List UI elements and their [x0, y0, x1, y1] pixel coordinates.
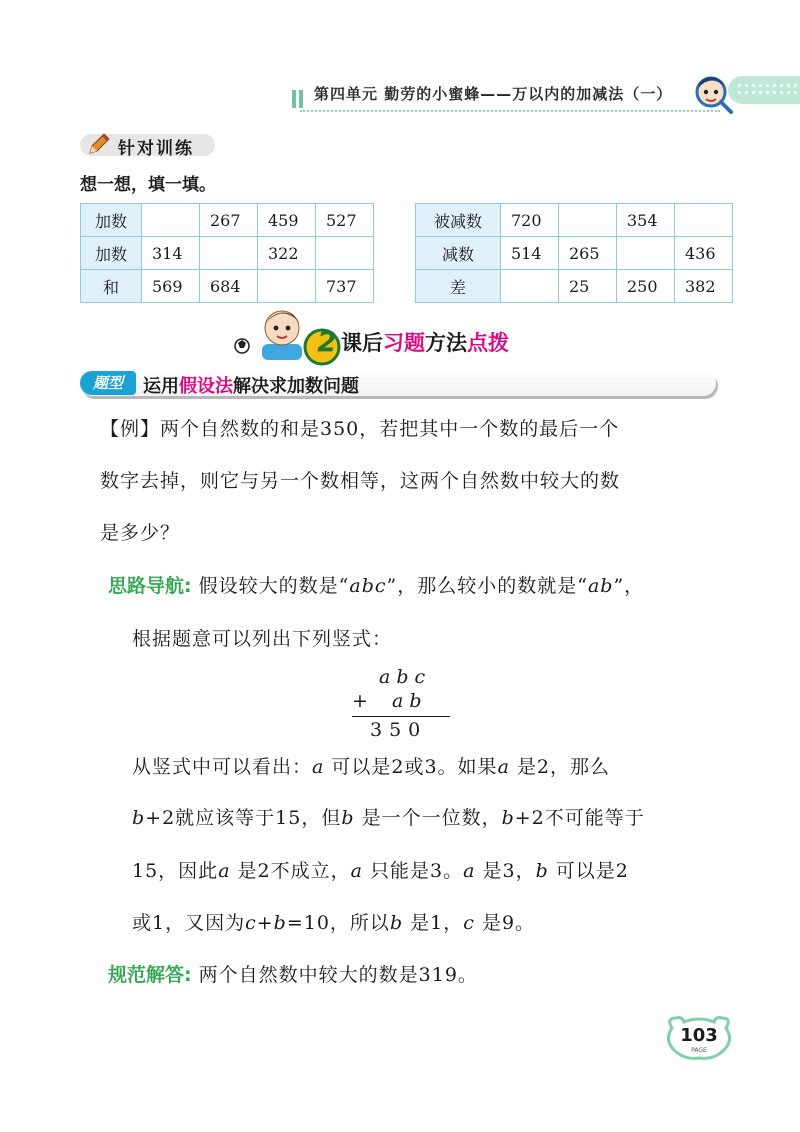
table-cell: 25	[559, 270, 617, 303]
text: 是2，那么	[509, 756, 611, 778]
row-label: 和	[81, 270, 142, 303]
table-cell: 684	[200, 270, 258, 303]
question-type-text	[143, 372, 359, 398]
analysis-line: 或1，又因为c+b=10，所以b 是1，c 是9。	[132, 912, 536, 934]
variable: a	[497, 756, 510, 778]
text: 是2不成立，	[230, 860, 351, 882]
analysis-line	[132, 803, 645, 830]
section-tab-label: 针对训练	[118, 139, 194, 159]
text: 可以是2	[548, 860, 629, 882]
table-row	[416, 204, 733, 237]
qt-highlight: 假设法	[179, 376, 233, 397]
sum-line	[352, 716, 450, 717]
answer-label: 规范解答:	[108, 964, 192, 986]
table-cell: 737	[316, 270, 374, 303]
page-number: 103	[680, 1025, 718, 1046]
section-2-title	[341, 327, 509, 357]
variable: b	[501, 807, 515, 829]
table-cell: 382	[675, 270, 733, 303]
analysis-label: 思路导航:	[108, 575, 192, 597]
table-cell: 267	[200, 204, 258, 237]
vertical-addition	[352, 666, 452, 743]
table-cell	[258, 270, 316, 303]
text: 可以是2或3。如果	[324, 756, 498, 778]
analysis-line	[132, 752, 610, 779]
text: 是1，	[403, 912, 464, 934]
analysis-line	[132, 856, 629, 883]
variable: ab	[587, 575, 614, 597]
table-cell: 569	[142, 270, 200, 303]
table-cell	[559, 204, 617, 237]
instruction: 想一想，填一填。	[80, 175, 216, 195]
variable: a	[312, 756, 325, 778]
qt-prefix: 运用	[143, 376, 179, 397]
table-cell	[675, 204, 733, 237]
variable: b	[132, 807, 146, 829]
text: 或1，又因为	[132, 912, 246, 934]
table-cell: 527	[316, 204, 374, 237]
answer-text: 两个自然数中较大的数是319。	[191, 964, 478, 986]
variable: b	[341, 807, 355, 829]
text: 15，因此	[132, 860, 219, 882]
page-label: PAGE	[691, 1047, 707, 1054]
variable: a	[350, 860, 363, 882]
table-cell: 314	[142, 237, 200, 270]
variable: a	[463, 860, 476, 882]
table-cell: 436	[675, 237, 733, 270]
table-cell	[200, 237, 258, 270]
row-label: 加数	[81, 237, 142, 270]
title-prefix: 课后	[341, 331, 383, 355]
variable: c+b	[245, 912, 287, 934]
header-bars	[292, 90, 306, 112]
header-divider	[300, 110, 720, 112]
row-label: 加数	[81, 204, 142, 237]
row-label: 差	[416, 270, 501, 303]
subtraction-table	[415, 203, 733, 303]
variable: abc	[349, 575, 387, 597]
section-number: 2	[317, 325, 337, 358]
header-band	[728, 76, 800, 104]
title-mid: 方法	[425, 331, 467, 355]
row-label: 减数	[416, 237, 501, 270]
table-cell: 354	[617, 204, 675, 237]
table-cell	[617, 237, 675, 270]
addend-1: abc	[379, 666, 432, 688]
unit-title: 第四单元 勤劳的小蜜蜂——万以内的加减法（一）	[314, 85, 673, 103]
qt-suffix: 解决求加数问题	[233, 376, 359, 397]
row-label: 被减数	[416, 204, 501, 237]
table-row	[81, 237, 374, 270]
table-cell: 265	[559, 237, 617, 270]
example-line: 【例】两个自然数的和是350，若把其中一个数的最后一个	[100, 418, 620, 440]
table-row	[81, 270, 374, 303]
text: 只能是3。	[362, 860, 464, 882]
table-cell	[142, 204, 200, 237]
table-cell: 720	[501, 204, 559, 237]
table-cell: 459	[258, 204, 316, 237]
addend-2: ab	[392, 690, 428, 712]
text: +2不可能等于	[514, 807, 645, 829]
question-type-tag: 题型	[80, 371, 136, 395]
text: 假设较大的数是“	[191, 575, 350, 597]
text: ”，	[613, 575, 645, 597]
addition-table	[80, 203, 374, 303]
sum: 350	[370, 719, 428, 741]
answer-line	[108, 960, 478, 987]
magnifier-mascot-icon	[694, 74, 734, 114]
analysis-line	[108, 571, 644, 598]
pencil-icon	[86, 131, 112, 157]
variable: b	[535, 860, 549, 882]
variable: b	[389, 912, 404, 934]
example-line: 是多少？	[100, 522, 181, 544]
example-line: 数字去掉，则它与另一个数相等，这两个自然数中较大的数	[100, 470, 621, 492]
table-row	[81, 204, 374, 237]
text: 是9。	[474, 912, 536, 934]
text: +2就应该等于15，但	[145, 807, 342, 829]
table-cell: 514	[501, 237, 559, 270]
addend-2-row	[352, 690, 452, 714]
text: 是3，	[475, 860, 536, 882]
table-cell	[316, 237, 374, 270]
title-highlight: 点拨	[467, 331, 509, 355]
table-row	[416, 270, 733, 303]
text: 是一个一位数，	[354, 807, 502, 829]
analysis-line: 根据题意可以列出下列竖式：	[132, 628, 393, 650]
text: ”，那么较小的数就是“	[386, 575, 588, 597]
table-cell: 322	[258, 237, 316, 270]
text: =10，所以	[286, 912, 390, 934]
page-badge	[664, 1014, 734, 1060]
variable: a	[218, 860, 231, 882]
table-cell	[501, 270, 559, 303]
text: 从竖式中可以看出：	[132, 756, 313, 778]
title-highlight: 习题	[383, 331, 425, 355]
table-row	[416, 237, 733, 270]
plus-sign: +	[352, 690, 368, 712]
table-cell: 250	[617, 270, 675, 303]
